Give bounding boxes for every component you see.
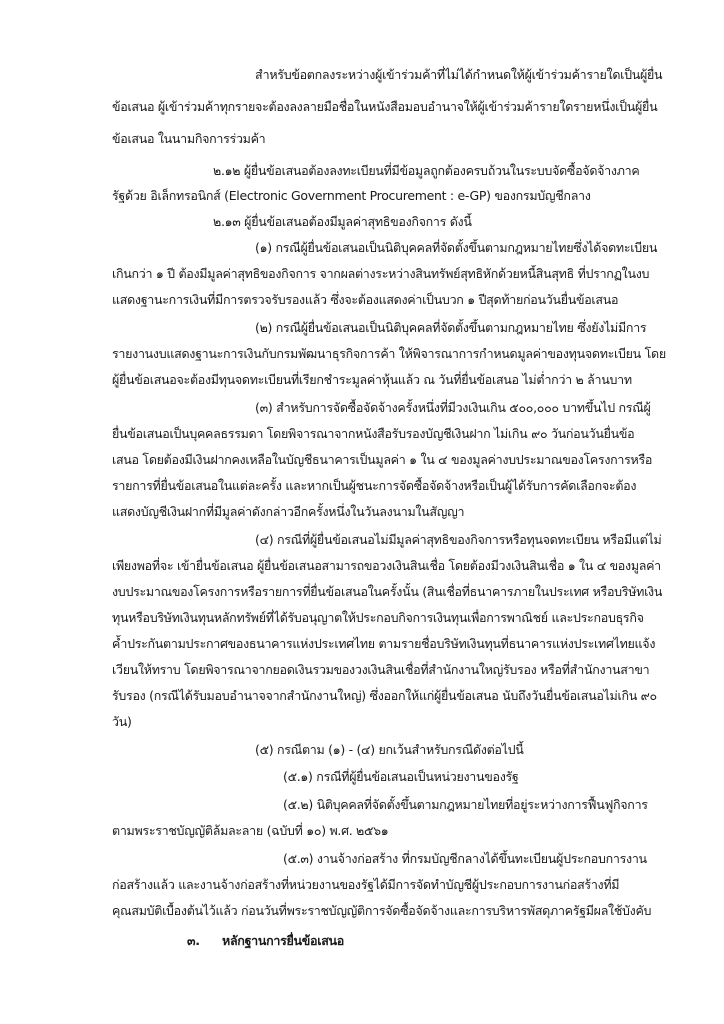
text-line: ตามพระราชบัญญัติล้มละลาย (ฉบับที่ ๑๐) พ.ศ. ๒๕๖๑ bbox=[112, 823, 389, 838]
text-line: (๑) กรณีผู้ยื่นข้อเสนอเป็นนิติบุคคลที่จัดตั้งขึ้นตามกฎหมายไทยซึ่งได้จดทะเบียน bbox=[255, 240, 658, 255]
text-line: รายงานงบแสดงฐานะการเงินกับกรมพัฒนาธุรกิจการค้า ให้พิจารณาการกำหนดมูลค่าของทุนจดทะเบียน โดย bbox=[112, 346, 666, 361]
section-number: ๓. bbox=[187, 933, 200, 948]
text-line: วัน) bbox=[112, 714, 132, 729]
text-line: ค้ำประกันตามประกาศของธนาคารแห่งประเทศไทย ตามรายชื่อบริษัทเงินทุนที่ธนาคารแห่งประเทศไทยแจ้ง bbox=[112, 636, 656, 651]
text-line: เกินกว่า ๑ ปี ต้องมีมูลค่าสุทธิของกิจการ จากผลต่างระหว่างสินทรัพย์สุทธิหักด้วยหนี้สินสุทธิ ที่ปรากฏในงบ bbox=[112, 266, 650, 281]
text-line: (๕.๓) งานจ้างก่อสร้าง ที่กรมบัญชีกลางได้ขึ้นทะเบียนผู้ประกอบการงาน bbox=[283, 851, 647, 866]
text-line: แสดงฐานะการเงินที่มีการตรวจรับรองแล้ว ซึ่งจะต้องแสดงค่าเป็นบวก ๑ ปีสุดท้ายก่อนวันยื่นข้อเสนอ bbox=[112, 292, 619, 307]
text-line: แสดงบัญชีเงินฝากที่มีมูลค่าดังกล่าวอีกครั้งหนึ่งในวันลงนามในสัญญา bbox=[112, 504, 465, 519]
text-line: เสนอ โดยต้องมีเงินฝากคงเหลือในบัญชีธนาคารเป็นมูลค่า ๑ ใน ๔ ของมูลค่างบประมาณของโครงการหรือ bbox=[112, 452, 653, 467]
text-line: ทุนหรือบริษัทเงินทุนหลักทรัพย์ที่ได้รับอนุญาตให้ประกอบกิจการเงินทุนเพื่อการพาณิชย์ และประกอบธุรกิจ bbox=[112, 610, 644, 625]
text-line: คุณสมบัติเบื้องต้นไว้แล้ว ก่อนวันที่พระราชบัญญัติการจัดซื้อจัดจ้างและการบริหารพัสดุภาครัฐมีผลใช้บังคับ bbox=[112, 903, 652, 918]
text-line: ข้อเสนอ ผู้เข้าร่วมค้าทุกรายจะต้องลงลายมือชื่อในหนังสือมอบอำนาจให้ผู้เข้าร่วมค้ารายใดรายหนึ่งเป็นผู้ยื่น bbox=[112, 99, 658, 114]
text-line: (๕.๑) กรณีที่ผู้ยื่นข้อเสนอเป็นหน่วยงานของรัฐ bbox=[283, 769, 519, 784]
text-line: งบประมาณของโครงการหรือรายการที่ยื่นข้อเสนอในครั้งนั้น (สินเชื่อที่ธนาคารภายในประเทศ หรือบริษัทเงิน bbox=[112, 584, 663, 599]
text-line: (๒) กรณีผู้ยื่นข้อเสนอเป็นนิติบุคคลที่จัดตั้งขึ้นตามกฎหมายไทย ซึ่งยังไม่มีการ bbox=[255, 320, 647, 335]
text-line: (๕.๒) นิติบุคคลที่จัดตั้งขึ้นตามกฎหมายไทยที่อยู่ระหว่างการฟื้นฟูกิจการ bbox=[283, 797, 648, 812]
text-line: (๔) กรณีที่ผู้ยื่นข้อเสนอไม่มีมูลค่าสุทธิของกิจการหรือทุนจดทะเบียน หรือมีแต่ไม่ bbox=[255, 532, 662, 547]
text-line: ๒.๑๒ ผู้ยื่นข้อเสนอต้องลงทะเบียนที่มีข้อมูลถูกต้องครบถ้วนในระบบจัดซื้อจัดจ้างภาค bbox=[213, 163, 640, 178]
text-line: ยื่นข้อเสนอเป็นบุคคลธรรมดา โดยพิจารณาจากหนังสือรับรองบัญชีเงินฝาก ไม่เกิน ๙๐ วันก่อนวันยื่นข้อ bbox=[112, 426, 635, 441]
text-line: เพียงพอที่จะ เข้ายื่นข้อเสนอ ผู้ยื่นข้อเสนอสามารถขอวงเงินสินเชื่อ โดยต้องมีวงเงินสินเชื่อ ๑ ใน ๔ ของมูลค่า bbox=[112, 558, 661, 573]
text-line: (๕) กรณีตาม (๑) - (๔) ยกเว้นสำหรับกรณีดังต่อไปนี้ bbox=[255, 742, 524, 757]
text-line: รายการที่ยื่นข้อเสนอในแต่ละครั้ง และหากเป็นผู้ชนะการจัดซื้อจัดจ้างหรือเป็นผู้ได้รับการคัดเลือกจะต้อง bbox=[112, 478, 637, 493]
text-line: เวียนให้ทราบ โดยพิจารณาจากยอดเงินรวมของวงเงินสินเชื่อที่สำนักงานใหญ่รับรอง หรือที่สำนักงานสาขา bbox=[112, 662, 650, 677]
text-line: ข้อเสนอ ในนามกิจการร่วมค้า bbox=[112, 131, 266, 146]
text-line: ก่อสร้างแล้ว และงานจ้างก่อสร้างที่หน่วยงานของรัฐได้มีการจัดทำบัญชีผู้ประกอบการงานก่อสร้างที่มี bbox=[112, 877, 620, 892]
text-line: ผู้ยื่นข้อเสนอจะต้องมีทุนจดทะเบียนที่เรียกชำระมูลค่าหุ้นแล้ว ณ วันที่ยื่นข้อเสนอ ไม่ต่ำกว่า ๒ ล้านบาท bbox=[112, 372, 632, 387]
text-line: รัฐด้วย อิเล็กทรอนิกส์ (Electronic Government Procurement : e-GP) ของกรมบัญชีกลาง bbox=[112, 188, 591, 203]
text-line: รับรอง (กรณีได้รับมอบอำนาจจากสำนักงานใหญ่) ซึ่งออกให้แก่ผู้ยื่นข้อเสนอ นับถึงวันยื่นข้อเสนอไม่เกิน ๙๐ bbox=[112, 688, 657, 703]
text-line: (๓) สำหรับการจัดซื้อจัดจ้างครั้งหนึ่งที่มีวงเงินเกิน ๕๐๐,๐๐๐ บาทขึ้นไป กรณีผู้ bbox=[255, 400, 651, 415]
text-line: สำหรับข้อตกลงระหว่างผู้เข้าร่วมค้าที่ไม่ได้กำหนดให้ผู้เข้าร่วมค้ารายใดเป็นผู้ยื่น bbox=[255, 67, 663, 82]
text-line: ๒.๑๓ ผู้ยื่นข้อเสนอต้องมีมูลค่าสุทธิของกิจการ ดังนี้ bbox=[213, 214, 472, 229]
section-title: หลักฐานการยื่นข้อเสนอ bbox=[222, 933, 345, 948]
